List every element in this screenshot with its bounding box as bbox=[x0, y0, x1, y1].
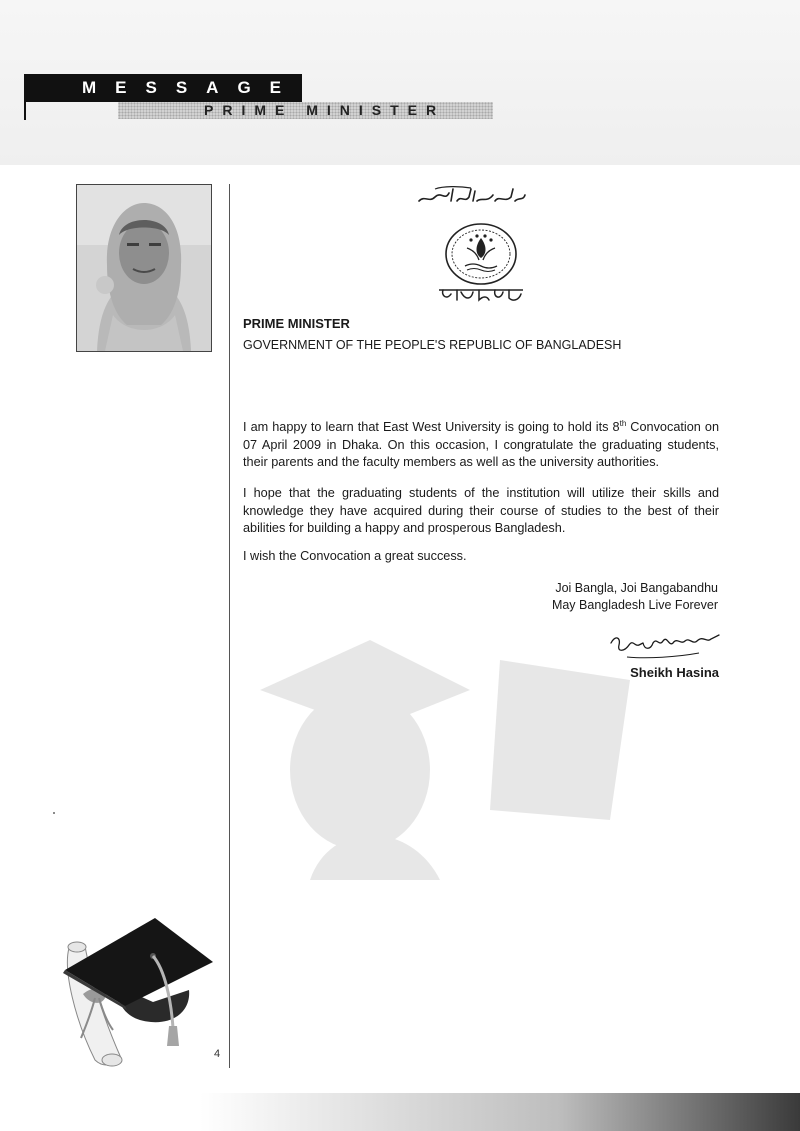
message-paragraph-2: I hope that the graduating students of the institution will utilize their skills and knowledge they have acquired during their course of studies to the best of their abilities for building a happy and prosperous Bangladesh. bbox=[243, 486, 719, 535]
bismillah-calligraphy bbox=[415, 185, 527, 207]
closing-line-2: May Bangladesh Live Forever bbox=[551, 598, 718, 612]
subsection-header bbox=[118, 102, 493, 119]
letterhead-title: PRIME MINISTER bbox=[243, 316, 350, 331]
message-paragraph-1 bbox=[243, 419, 719, 472]
paragraph-1-text-a: I am happy to learn that East West University is going to hold its 8 bbox=[243, 420, 620, 434]
stray-mark bbox=[53, 812, 55, 814]
government-seal-icon bbox=[443, 222, 519, 286]
closing-line-1: Joi Bangla, Joi Bangabandhu bbox=[555, 581, 718, 595]
message-paragraph-3: I wish the Convocation a great success. bbox=[243, 549, 467, 563]
section-header bbox=[24, 74, 302, 102]
page-number: 4 bbox=[214, 1048, 221, 1060]
signatory-name: Sheikh Hasina bbox=[630, 665, 719, 680]
graduation-watermark bbox=[250, 620, 670, 880]
paragraph-1-text-b: Convocation on 07 April 2009 in Dhaka. On this occasion, I congratulate the graduating students, their parents and the faculty members as well as the university authorities. bbox=[243, 420, 719, 469]
ordinal-superscript: th bbox=[619, 418, 627, 428]
seal-caption-calligraphy bbox=[431, 284, 531, 304]
portrait-photo bbox=[76, 184, 212, 352]
section-title: MESSAGE bbox=[82, 78, 301, 97]
column-divider bbox=[229, 184, 230, 1068]
subsection-title: PRIME MINISTER bbox=[204, 102, 446, 118]
graduation-cap-illustration bbox=[55, 910, 220, 1070]
scan-edge-shadow bbox=[0, 1093, 800, 1131]
header-edge bbox=[24, 100, 26, 120]
letterhead-government: GOVERNMENT OF THE PEOPLE'S REPUBLIC OF BANGLADESH bbox=[243, 338, 622, 352]
